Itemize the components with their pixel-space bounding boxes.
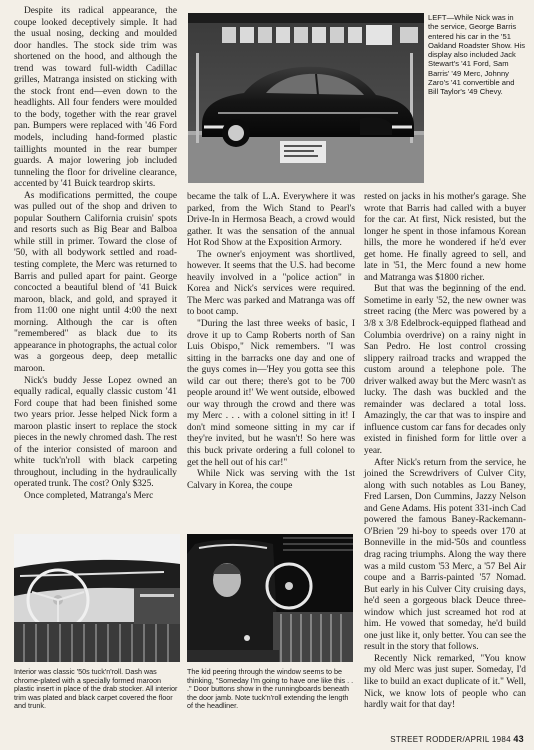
paragraph: While Nick was serving with the 1st Calvary in Korea, the coupe — [187, 469, 355, 491]
paragraph: "During the last three weeks of basic, I drove it up to Camp Roberts north of San Luis Obispo," Nick remembers. "I was sitting in the barracks one day and one of the guys comes in—'Hey you gotta see this wild car out there; there's got to be 700 people around it!' We went outside, elbowed our way through the crowd and there was my Merc . . . with a colonel sitting in it! I don't mind someone sitting in my car if they're invited, but he wasn't! So here was this buck private ordering a full colonel to get the hell out of his car!" — [187, 319, 355, 468]
paragraph: As modifications permitted, the coupe was pulled out of the shop and driven to popular Southern California cruisin' spots and resorts such as Big Bear and Balboa while still in primer. Toward the close of '50, with all bodywork settled and road-testing complete, the Merc was returned to Barris and pulled apart for paint. George concocted a beautiful blend of '41 Buick maroon, black, and gold, and sprayed it from 11:00 one night until 4:00 the next morning. Although the car is often "remembered" as black due to its appearance in photographs, the actual color was a gorgeous deep, deep metallic maroon. — [14, 190, 177, 374]
kid-peering-image — [187, 534, 353, 662]
dash-photo-caption: Interior was classic '50s tuck'n'roll. Dash was chrome-plated with a specially formed maroon plastic insert in place of the drab stocker. All interior trim was plated and black carpet covered the floor and trunk. — [14, 667, 178, 711]
paragraph: Once completed, Matranga's Merc — [24, 490, 154, 501]
page-number: 43 — [513, 734, 524, 744]
kid-photo-caption: The kid peering through the window seems to be thinking, "Someday I'm going to have one like this . . ." Door buttons show in the runningboards beneath the door jamb. Note tuck'n'roll extending the length of the headliner. — [187, 667, 354, 711]
paragraph: became the talk of L.A. Everywhere it was parked, from the Wich Stand to Pearl's Drive-In in Hermosa Beach, a crowd would gather. It was the sensation of the annual Hot Rod Show at the Exposition Armory. — [187, 192, 355, 249]
dash-interior-image — [14, 534, 180, 662]
article-column-3 — [364, 192, 526, 712]
paragraph: The owner's enjoyment was shortlived, however. It seems that the U.S. had become heavily involved in a "police action" in Korea and Nick's services were required. The Merc was parked and Matranga was off to boot camp. — [187, 249, 355, 318]
interior-dash-photo — [14, 534, 180, 662]
paragraph: After Nick's return from the service, he joined the Screwdrivers of Culver City, along with such notables as Lou Baney, Fred Larsen, Don Cummins, Jazzy Nelson and Gene Adams. His potent 331-inch Cad powered the famous Baney-Rackemann-O'Brien '29 hi-boy to speeds over 170 at Bonneville in the mid-'50s and countless drag racing triumphs. Along the way there was a mild custom '53 Merc, a '57 Bel Air coupe and a Barris-painted '57 Nomad. But early in his Culver City cruising days, he'd seen a gorgeous black Deuce three-window which just screamed hot rod at him. He vowed that someday, he'd build one just like it, only better. You can see the result in the story that follows. — [364, 457, 526, 653]
magazine-issue: STREET RODDER/APRIL 1984 — [390, 735, 511, 744]
kid-window-photo — [187, 534, 353, 662]
paragraph: Despite its radical appearance, the coupe looked deceptively simple. It had the usual nosing, decking and moulded door handles. The stock side trim was shortened on the hood, and although the trend was toward full-width Cadillac grilles, Matranga insisted on sticking with the stock front end—even down to the headlights. All four fenders were moulded to the body, together with the rear gravel pan. Bumpers were replaced with '46 Ford models, including hand-formed plastic taillights mounted in the rear bumper guards. A major lowering job included tunneling the floor for driveline clearance, accented by '41 Buick teardrop skirts. — [14, 6, 177, 190]
article-column-2 — [187, 192, 355, 492]
page-footer — [390, 734, 524, 744]
paragraph: rested on jacks in his mother's garage. She wrote that Barris had called with a buyer for the car. At first, Nick resisted, but the longer he spent in those infamous Korean hills, the more he wondered if he'd ever get home. He finally agreed to sell, and late in '51, the Merc found a new home and Matranga was $1800 richer. — [364, 192, 526, 283]
paragraph: Recently Nick remarked, "You know my old Merc was just super. Someday, I'd like to build an exact duplicate of it." Well, Nick, we know lots of people who can hardly wait for that day! — [364, 653, 526, 711]
paragraph: But that was the beginning of the end. Sometime in early '52, the new owner was street racing (the Merc was powered by a 3/8 x 3/8 Edelbrock-equipped flathead and Columbia overdrive) on a rainy night in San Pedro. He lost control crossing slippery railroad tracks and wrapped the custom around a telephone pole. The driver walked away but the Merc wasn't as lucky. The dash was buckled and the remainder was declared a total loss. Amazingly, the car that was to inspire and influence custom car fans for decades only existed in finished form for little over a year. — [364, 284, 526, 457]
car-show-photo — [188, 13, 424, 183]
article-column-1 — [14, 6, 177, 503]
top-photo-caption: LEFT—While Nick was in the service, George Barris entered his car in the '51 Oakland Roadster Show. His display also included Jack Stewart's '41 Ford, Sam Barris' '49 Merc, Johnny Zaro's '41 convertible and Bill Taylor's '49 Chevy. — [428, 13, 526, 97]
custom-merc-show-image — [188, 13, 424, 183]
paragraph: Nick's buddy Jesse Lopez owned an equally radical, equally classic custom '41 Ford coupe that had been finished some two years prior. Jesse helped Nick form a maroon plastic insert to replace the stock pieces in the newly chromed dash. The rest of the interior consisted of maroon and white tuck'n'roll with black carpeting throughout, including in the hydraulically operated trunk. The cost? Only $325. — [14, 375, 177, 490]
